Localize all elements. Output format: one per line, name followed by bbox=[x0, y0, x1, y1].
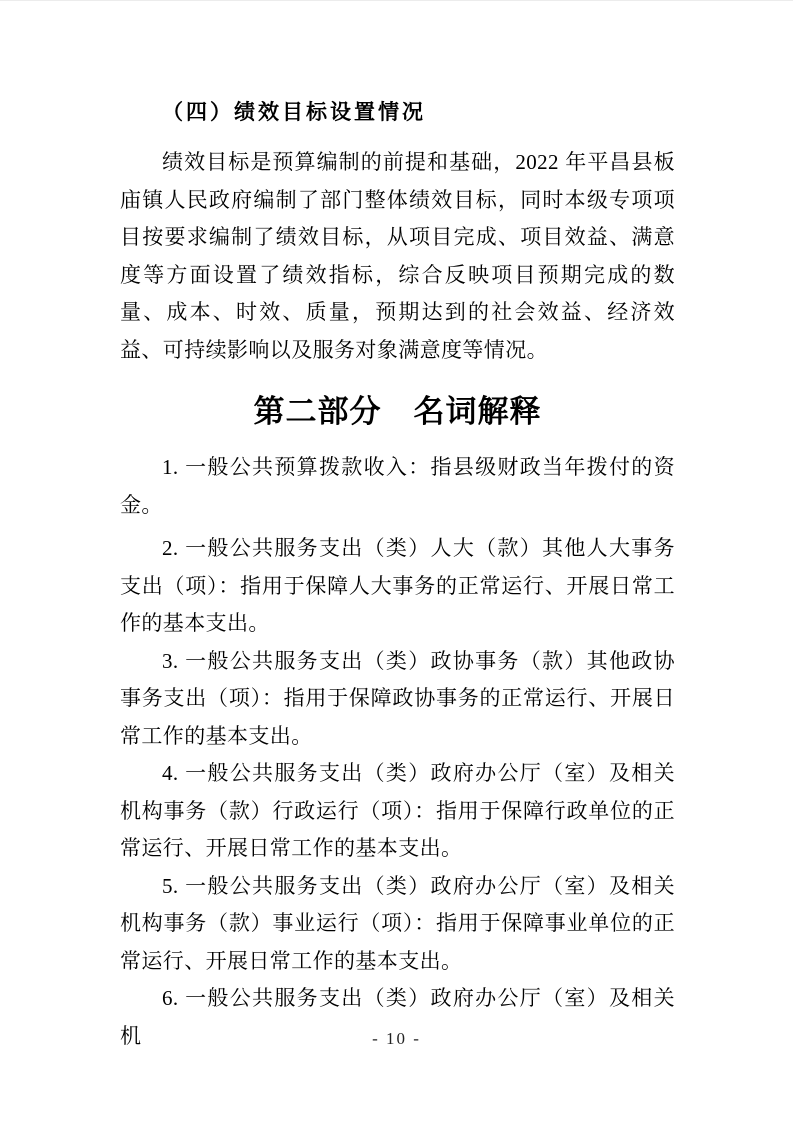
part-title: 第二部分 名词解释 bbox=[253, 394, 542, 429]
term-item-5: 5. 一般公共服务支出（类）政府办公厅（室）及相关机构事务（款）事业运行（项）：指用于保障事业单位的正常运行、开展日常工作的基本支出。 bbox=[120, 873, 675, 973]
term-item-4: 4. 一般公共服务支出（类）政府办公厅（室）及相关机构事务（款）行政运行（项）：指用于保障行政单位的正常运行、开展日常工作的基本支出。 bbox=[120, 761, 675, 860]
intro-paragraph: 绩效目标是预算编制的前提和基础，2022 年平昌县板庙镇人民政府编制了部门整体绩效目标，同时本级专项项目按要求编制了绩效目标，从项目完成、项目效益、满意度等方面设置了绩效指标，综合反映项目预期完成的数量、成本、时效、质量，预期达到的社会效益、经济效益、可持续影响以及服务对象满意度等情况。 bbox=[120, 150, 675, 362]
section-heading: （四）绩效目标设置情况 bbox=[162, 100, 426, 124]
term-item-2: 2. 一般公共服务支出（类）人大（款）其他人大事务支出（项）：指用于保障人大事务的正常运行、开展日常工作的基本支出。 bbox=[120, 536, 675, 635]
term-item-6: 6. 一般公共服务支出（类）政府办公厅（室）及相关机 bbox=[120, 986, 675, 1048]
term-item-1: 1. 一般公共预算拨款收入：指县级财政当年拨付的资金。 bbox=[120, 455, 675, 517]
term-item-3: 3. 一般公共服务支出（类）政协事务（款）其他政协事务支出（项）：指用于保障政协事务的正常运行、开展日常工作的基本支出。 bbox=[120, 648, 675, 748]
page-number: - 10 - bbox=[372, 1029, 421, 1048]
